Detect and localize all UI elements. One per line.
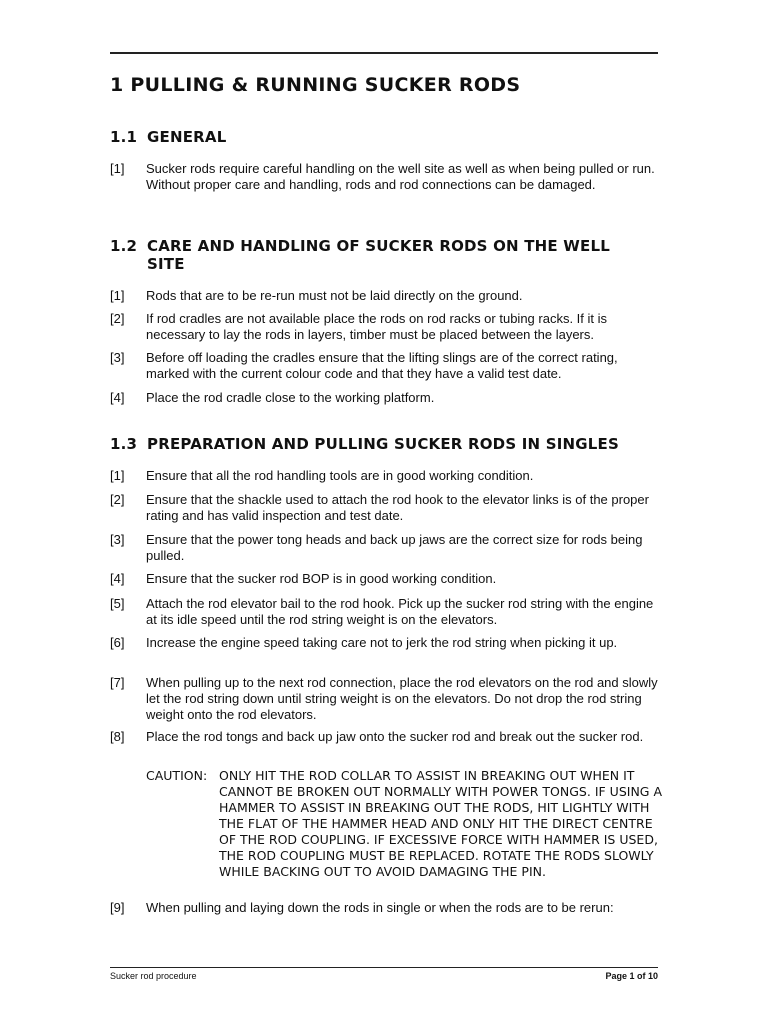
- list-item: [110, 532, 660, 564]
- section-number: 1.2: [110, 237, 138, 255]
- item-number: [4]: [110, 571, 125, 586]
- list-item: [110, 492, 660, 524]
- caution-label: CAUTION:: [146, 768, 208, 783]
- item-text: Ensure that all the rod handling tools are in good working condition.: [146, 468, 534, 483]
- item-text: If rod cradles are not available place the rods on rod racks or tubing racks. If it is necessary to lay the rods in layers, timber must be placed between the layers.: [146, 311, 608, 342]
- list-item: [110, 161, 660, 193]
- list-item: [110, 900, 660, 916]
- item-text: Attach the rod elevator bail to the rod hook. Pick up the sucker rod string with the engine at its idle speed until the rod string weight is on the elevators.: [146, 596, 654, 627]
- section-heading-care-handling: [110, 237, 650, 273]
- item-text: Ensure that the shackle used to attach the rod hook to the elevator links is of the proper rating and has valid inspection and test date.: [146, 492, 649, 523]
- section-title: PREPARATION AND PULLING SUCKER RODS IN SINGLES: [147, 435, 619, 453]
- item-text: Increase the engine speed taking care not to jerk the rod string when picking it up.: [146, 635, 618, 650]
- section-heading-preparation-pulling: [110, 435, 650, 453]
- list-item: [110, 675, 660, 723]
- section-title: GENERAL: [147, 128, 227, 146]
- item-number: [2]: [110, 311, 125, 326]
- section-number: 1.3: [110, 435, 138, 453]
- header-rule: [110, 52, 658, 54]
- footer-page-number: Page 1 of 10: [605, 971, 658, 981]
- item-text: Rods that are to be re-run must not be laid directly on the ground.: [146, 288, 523, 303]
- list-item: [110, 635, 660, 651]
- list-item: [110, 571, 660, 587]
- list-item: [110, 390, 660, 406]
- item-text: When pulling up to the next rod connection, place the rod elevators on the rod and slowly let the rod string down until string weight is on the elevators. Do not drop the rod string weight onto the rod elevators.: [146, 675, 658, 722]
- item-text: Place the rod cradle close to the working platform.: [146, 390, 435, 405]
- item-text: Ensure that the sucker rod BOP is in good working condition.: [146, 571, 497, 586]
- list-item: [110, 596, 660, 628]
- section-title: CARE AND HANDLING OF SUCKER RODS ON THE WELL SITE: [147, 237, 610, 273]
- item-number: [8]: [110, 729, 125, 744]
- item-text: When pulling and laying down the rods in single or when the rods are to be rerun:: [146, 900, 614, 915]
- item-number: [4]: [110, 390, 125, 405]
- item-number: [5]: [110, 596, 125, 611]
- item-number: [1]: [110, 468, 125, 483]
- item-number: [2]: [110, 492, 125, 507]
- page-title: 1 PULLING & RUNNING SUCKER RODS: [110, 74, 521, 96]
- list-item: [110, 350, 660, 382]
- caution-text: ONLY HIT THE ROD COLLAR TO ASSIST IN BREAKING OUT WHEN IT CANNOT BE BROKEN OUT NORMALLY WITH POWER TONGS. IF USING A HAMMER TO ASSIST IN BREAKING OUT THE RODS, HIT LIGHTLY WITH THE FLAT OF THE HAMMER HEAD AND ONLY HIT THE DIRECT CENTRE OF THE ROD COUPLING. IF EXCESSIVE FORCE WITH HAMMER IS USED, THE ROD COUPLING MUST BE REPLACED. ROTATE THE RODS SLOWLY WHILE BACKING OUT TO AVOID DAMAGING THE PIN.: [219, 768, 662, 879]
- section-number: 1.1: [110, 128, 138, 146]
- item-number: [9]: [110, 900, 125, 915]
- list-item: [110, 468, 660, 484]
- list-item: [110, 311, 660, 343]
- list-item: [110, 729, 660, 745]
- footer-rule: [110, 967, 658, 968]
- footer-document-name: Sucker rod procedure: [110, 971, 197, 981]
- item-number: [1]: [110, 288, 125, 303]
- item-number: [6]: [110, 635, 125, 650]
- caution-note: [146, 768, 666, 880]
- item-text: Sucker rods require careful handling on the well site as well as when being pulled or run. Without proper care and handling, rods and rod connections can be damaged.: [146, 161, 655, 192]
- item-text: Before off loading the cradles ensure that the lifting slings are of the correct rating, marked with the current colour code and that they have a valid test date.: [146, 350, 618, 381]
- section-heading-general: [110, 128, 650, 146]
- list-item: [110, 288, 660, 304]
- item-text: Place the rod tongs and back up jaw onto the sucker rod and break out the sucker rod.: [146, 729, 644, 744]
- item-text: Ensure that the power tong heads and back up jaws are the correct size for rods being pulled.: [146, 532, 643, 563]
- item-number: [1]: [110, 161, 125, 176]
- item-number: [3]: [110, 350, 125, 365]
- item-number: [7]: [110, 675, 125, 690]
- item-number: [3]: [110, 532, 125, 547]
